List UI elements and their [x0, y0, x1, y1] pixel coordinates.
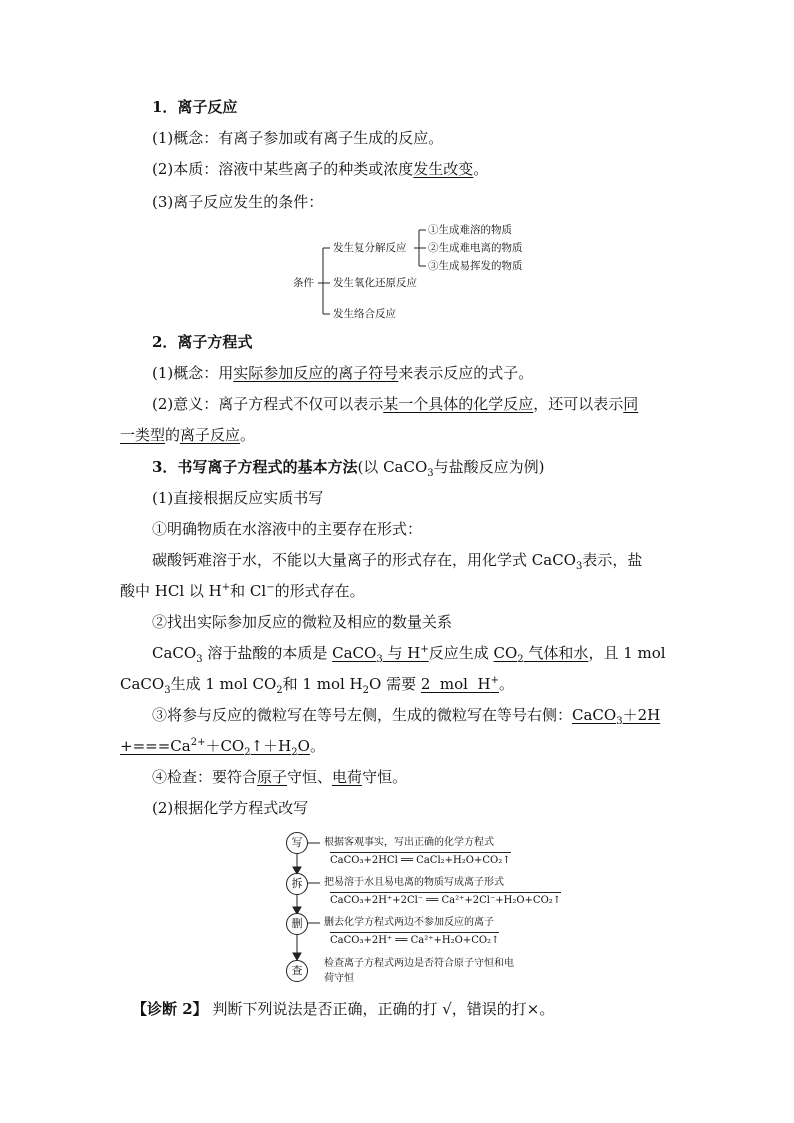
flow-text-4b: 荷守恒 — [324, 973, 354, 984]
flow-eq-1: CaCO₃+2HCl ══ CaCl₂+H₂O+CO₂↑ — [330, 852, 511, 867]
s2-concept: (1)概念：用实际参加反应的离子符号来表示反应的式子。 — [152, 364, 534, 382]
cond-branch-1c: ③生成易挥发的物质 — [428, 260, 523, 272]
flow-eq-3: CaCO₃+2H⁺ ══ Ca²⁺+H₂O+CO₂↑ — [330, 932, 499, 947]
s1-conditions: (3)离子反应发生的条件： — [152, 193, 324, 211]
cond-branch-1: 发生复分解反应 — [333, 242, 407, 254]
flow-step-split: 拆 — [286, 873, 308, 895]
s1-essence: (2)本质：溶液中某些离子的种类或浓度发生改变。 — [152, 160, 489, 178]
cond-branch-3: 发生络合反应 — [333, 308, 396, 320]
cond-branch-1b: ②生成难电离的物质 — [428, 242, 523, 254]
s2-meaning-line2: 一类型的离子反应。 — [120, 426, 256, 444]
diagnosis-line: 【诊断 2】 判断下列说法是否正确，正确的打 √，错误的打×。 — [132, 1000, 555, 1018]
flow-text-1: 根据客观事实，写出正确的化学方程式 — [324, 837, 494, 848]
flow-eq-2: CaCO₃+2H⁺+2Cl⁻ ══ Ca²⁺+2Cl⁻+H₂O+CO₂↑ — [330, 892, 561, 907]
flow-text-3: 删去化学方程式两边不参加反应的离子 — [324, 917, 494, 928]
s3-method1: (1)直接根据反应实质书写 — [152, 489, 324, 507]
section3-heading: 3．书写离子方程式的基本方法(以 CaCO$_3$与盐酸反应为例) — [152, 458, 545, 479]
s3-step4: ④检查：要符合原子守恒、电荷守恒。 — [152, 768, 408, 786]
diagnosis-label: 【诊断 2】 — [132, 1000, 208, 1018]
s2-meaning-line1: (2)意义：离子方程式不仅可以表示某一个具体的化学反应，还可以表示同 — [152, 395, 639, 413]
s3-step3-line1: ③将参与反应的微粒写在等号左侧，生成的微粒写在等号右侧：CaCO$_3$＋2H — [152, 706, 661, 727]
cond-root: 条件 — [293, 277, 314, 289]
s3-step2: ②找出实际参加反应的微粒及相应的数量关系 — [152, 613, 453, 631]
s3-step1: ①明确物质在水溶液中的主要存在形式： — [152, 520, 423, 538]
cond-branch-2: 发生氧化还原反应 — [333, 277, 417, 289]
s3-para1-line2: 酸中 HCl 以 H+和 Cl−的形式存在。 — [120, 582, 365, 600]
s3-para2-line1: CaCO$_3$ 溶于盐酸的本质是 CaCO$_3$ 与 H+反应生成 $CO_2$ 气体和水，且 1 mol — [152, 644, 666, 665]
section1-heading: 1．离子反应 — [152, 98, 238, 116]
s1-concept: (1)概念：有离子参加或有离子生成的反应。 — [152, 129, 444, 147]
section2-heading: 2．离子方程式 — [152, 333, 253, 351]
cond-branch-1a: ①生成难溶的物质 — [428, 224, 512, 236]
s3-para1-line1: 碳酸钙难溶于水，不能以大量离子的形式存在，用化学式 CaCO$_3$表示，盐 — [152, 551, 643, 572]
flow-text-2: 把易溶于水且易电离的物质写成离子形式 — [324, 877, 504, 888]
flow-step-delete: 删 — [286, 913, 308, 935]
flow-step-check: 查 — [286, 960, 308, 982]
s3-para2-line2: CaCO$_3$生成 1 mol $CO_2$和 1 mol $H_2O$ 需要 2 mol H+。 — [120, 675, 514, 696]
flow-text-4a: 检查离子方程式两边是否符合原子守恒和电 — [324, 958, 514, 969]
s3-method2: (2)根据化学方程式改写 — [152, 799, 309, 817]
flow-step-write: 写 — [286, 832, 308, 854]
s3-step3-line2: $+===Ca^{2+}+CO_2↑+H_2O$。 — [120, 737, 325, 758]
